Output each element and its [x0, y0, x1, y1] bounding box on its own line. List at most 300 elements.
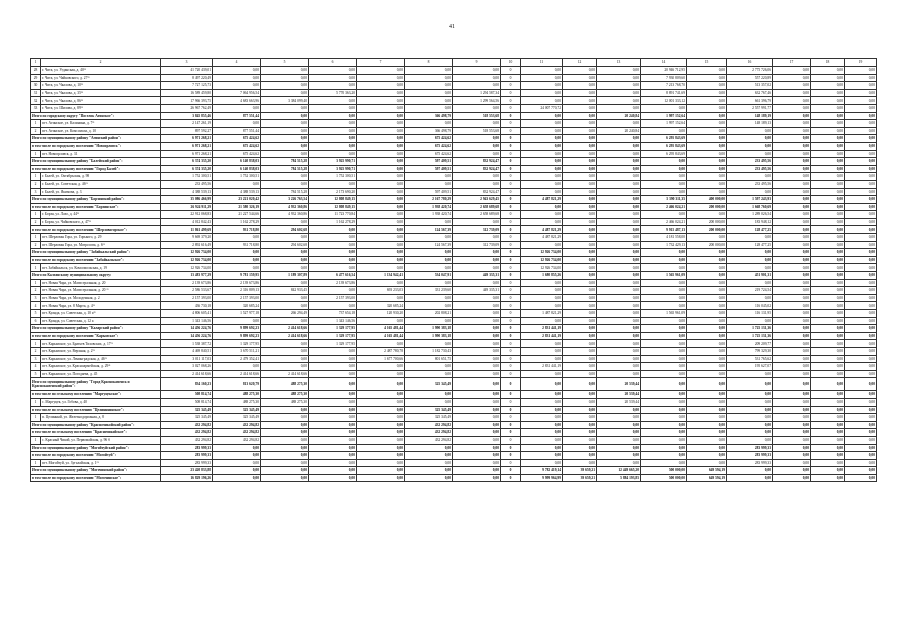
value-cell: 0,00: [641, 264, 687, 272]
value-cell: 0,00: [845, 332, 877, 340]
value-cell: 0,00: [453, 325, 501, 333]
value-cell: 0,00: [213, 467, 261, 475]
value-cell: 0,00: [521, 370, 563, 378]
value-cell: 0,00: [811, 279, 845, 287]
value-cell: 0,00: [773, 89, 811, 97]
value-cell: 0: [501, 120, 521, 128]
value-cell: 0,00: [261, 444, 309, 452]
value-cell: 4 388 539,13: [213, 188, 261, 196]
value-cell: 0,00: [811, 158, 845, 166]
value-cell: 0,00: [521, 142, 563, 150]
value-cell: 0,00: [727, 474, 773, 482]
value-cell: 0,00: [309, 256, 357, 264]
value-cell: 0,00: [845, 398, 877, 406]
value-cell: 0,00: [845, 474, 877, 482]
value-cell: 9 899 692,23: [213, 332, 261, 340]
value-cell: 0: [501, 150, 521, 158]
value-cell: 6 295 843,69: [641, 150, 687, 158]
row-number: 1: [31, 234, 41, 242]
value-cell: 0,00: [357, 452, 405, 460]
value-cell: 0,00: [597, 287, 641, 295]
value-cell: 0,00: [453, 370, 501, 378]
value-cell: 0: [501, 218, 521, 226]
value-cell: 1 527 977,18: [213, 310, 261, 318]
value-cell: 325 345,49: [161, 414, 213, 422]
value-cell: 7 064 956,54: [213, 89, 261, 97]
value-cell: 0,00: [309, 370, 357, 378]
value-cell: 0,00: [405, 452, 453, 460]
value-cell: 0,00: [597, 241, 641, 249]
value-cell: 0: [501, 302, 521, 310]
value-cell: 0,00: [727, 317, 773, 325]
value-cell: 784 515,28: [261, 158, 309, 166]
value-cell: 0,00: [521, 436, 563, 444]
value-cell: 0,00: [261, 474, 309, 482]
value-cell: 0,00: [687, 459, 727, 467]
value-cell: 0,00: [521, 97, 563, 105]
value-cell: 0: [501, 272, 521, 280]
value-cell: 283 999,33: [727, 452, 773, 460]
value-cell: 0: [501, 444, 521, 452]
value-cell: 2 157 393,00: [309, 294, 357, 302]
value-cell: 0,00: [597, 347, 641, 355]
value-cell: 0,00: [773, 325, 811, 333]
value-cell: 0,00: [521, 203, 563, 211]
row-number: 4: [31, 363, 41, 371]
value-cell: 0,00: [563, 452, 597, 460]
value-cell: 0,00: [811, 467, 845, 475]
value-cell: 0: [501, 347, 521, 355]
value-cell: 0,00: [687, 340, 727, 348]
column-header: 16: [727, 59, 773, 67]
value-cell: 0,00: [845, 218, 877, 226]
value-cell: 0,00: [213, 234, 261, 242]
value-cell: 2 831 441,19: [521, 332, 563, 340]
value-cell: 0,00: [597, 165, 641, 173]
value-cell: 432 294,82: [405, 429, 453, 437]
value-cell: 0,00: [773, 120, 811, 128]
value-cell: 0,00: [453, 355, 501, 363]
value-cell: 0,00: [405, 120, 453, 128]
value-cell: 675 424,62: [213, 135, 261, 143]
table-row: [31, 414, 877, 422]
row-number: 29: [31, 74, 41, 82]
row-number: 1: [31, 150, 41, 158]
table-row: [31, 120, 877, 128]
value-cell: 0,00: [687, 264, 727, 272]
value-cell: 0,00: [213, 474, 261, 482]
value-cell: 0,00: [845, 142, 877, 150]
column-header: 5: [261, 59, 309, 67]
value-cell: 0,00: [309, 467, 357, 475]
table-row: [31, 317, 877, 325]
value-cell: 0,00: [687, 347, 727, 355]
value-cell: 0,00: [309, 234, 357, 242]
value-cell: 0,00: [309, 347, 357, 355]
value-cell: 195 627,07: [727, 363, 773, 371]
value-cell: 0,00: [453, 332, 501, 340]
value-cell: 0,00: [563, 74, 597, 82]
value-cell: 0,00: [727, 391, 773, 399]
value-cell: 1 329 177,95: [213, 340, 261, 348]
value-cell: 0: [501, 104, 521, 112]
table-row: [31, 363, 877, 371]
value-cell: 0,00: [357, 218, 405, 226]
value-cell: 449 335,31: [453, 287, 501, 295]
value-cell: 488 275,30: [261, 378, 309, 391]
group-label-cell: Итого по городскому округу "Поселок Агинское":: [31, 112, 161, 120]
value-cell: 0,00: [773, 474, 811, 482]
value-cell: 597 409,51: [405, 158, 453, 166]
value-cell: 0: [501, 165, 521, 173]
value-cell: 0,00: [309, 459, 357, 467]
value-cell: 0: [501, 127, 521, 135]
value-cell: 0,00: [811, 363, 845, 371]
value-cell: 0,00: [727, 414, 773, 422]
value-cell: 0,00: [563, 370, 597, 378]
value-cell: 12 808 849,15: [309, 196, 357, 204]
value-cell: 124 567,39: [405, 241, 453, 249]
value-cell: 0,00: [687, 317, 727, 325]
table-row: [31, 173, 877, 181]
value-cell: 432 294,82: [405, 436, 453, 444]
value-cell: 0,00: [597, 135, 641, 143]
value-cell: 116 045,02: [727, 302, 773, 310]
value-cell: 4 487 821,29: [521, 226, 563, 234]
value-cell: 0,00: [811, 112, 845, 120]
value-cell: 0,00: [453, 104, 501, 112]
value-cell: 842 933,45: [261, 287, 309, 295]
value-cell: 0,00: [845, 120, 877, 128]
value-cell: 0,00: [453, 180, 501, 188]
value-cell: 0,00: [597, 67, 641, 75]
value-cell: 1 162 278,29: [309, 218, 357, 226]
value-cell: 0,00: [357, 378, 405, 391]
value-cell: 1 538 387,72: [161, 340, 213, 348]
value-cell: 1 329 177,95: [309, 340, 357, 348]
table-row: [31, 398, 877, 406]
value-cell: 0,00: [811, 120, 845, 128]
value-cell: 0,00: [405, 180, 453, 188]
value-cell: 0,00: [563, 180, 597, 188]
value-cell: 0,00: [811, 444, 845, 452]
value-cell: 0,00: [811, 188, 845, 196]
value-cell: 9 999 964,99: [521, 474, 563, 482]
value-cell: 4 932 360,86: [261, 211, 309, 219]
value-cell: 0,00: [811, 104, 845, 112]
value-cell: 0: [501, 406, 521, 414]
value-cell: 1 990 383,18: [405, 332, 453, 340]
group-label-cell: Итого по муниципальному району "Могочинский район":: [31, 467, 161, 475]
address-cell: г. Чита, ул. Шилова, д. 89²¹: [41, 104, 161, 112]
group-label-cell: в том числе по городскому поселению "Шерловогорское":: [31, 226, 161, 234]
value-cell: 0,00: [563, 89, 597, 97]
value-cell: 2 414 618,66: [261, 370, 309, 378]
value-cell: 0,00: [845, 355, 877, 363]
value-cell: 0,00: [811, 234, 845, 242]
value-cell: 0,00: [687, 74, 727, 82]
column-header: 14: [641, 59, 687, 67]
value-cell: 2 157 393,00: [161, 294, 213, 302]
value-cell: 0,00: [563, 241, 597, 249]
row-number: 1: [31, 459, 41, 467]
value-cell: 0,00: [357, 467, 405, 475]
value-cell: 12 449 665,20: [597, 467, 641, 475]
value-cell: 0,00: [563, 287, 597, 295]
value-cell: 0,00: [563, 226, 597, 234]
value-cell: 7 213 768,70: [641, 82, 687, 90]
value-cell: 488 275,30: [261, 391, 309, 399]
value-cell: 0,00: [405, 459, 453, 467]
value-cell: 1 990 383,18: [405, 325, 453, 333]
value-cell: 4 683 663,96: [213, 97, 261, 105]
group-label-cell: Итого по муниципальному району "Город Краснокаменск и Краснокаменский район":: [31, 378, 161, 391]
value-cell: 0,00: [261, 256, 309, 264]
value-cell: 0,00: [597, 150, 641, 158]
value-cell: 6 971 268,21: [161, 142, 213, 150]
value-cell: 0,00: [213, 444, 261, 452]
value-cell: 0,00: [563, 340, 597, 348]
value-cell: 0,00: [811, 474, 845, 482]
value-cell: 0,00: [641, 317, 687, 325]
value-cell: 5 390 311,35: [641, 196, 687, 204]
value-cell: 0,00: [453, 302, 501, 310]
value-cell: 0: [501, 67, 521, 75]
value-cell: 0,00: [453, 406, 501, 414]
value-cell: 0,00: [597, 104, 641, 112]
row-number: 1: [31, 436, 41, 444]
value-cell: 0,00: [811, 294, 845, 302]
value-cell: 0: [501, 370, 521, 378]
value-cell: 0,00: [521, 294, 563, 302]
value-cell: 0,00: [641, 355, 687, 363]
row-number: 6: [31, 317, 41, 325]
value-cell: 0,00: [845, 165, 877, 173]
column-header: 12: [563, 59, 597, 67]
value-cell: 0,00: [773, 218, 811, 226]
address-cell: пгт. Новая Чара, ул. Магистральная, д. 20 ²¹: [41, 287, 161, 295]
value-cell: 0,00: [845, 150, 877, 158]
value-cell: 0,00: [773, 294, 811, 302]
value-cell: 148 189,19: [727, 112, 773, 120]
value-cell: 0,00: [309, 398, 357, 406]
address-cell: пгт. Шерловая Гора, ул. Горького, д. 29: [41, 234, 161, 242]
table-row: [31, 104, 877, 112]
value-cell: 0,00: [687, 414, 727, 422]
value-cell: 11 723 770,84: [309, 211, 357, 219]
value-cell: 0,00: [687, 256, 727, 264]
group-label-cell: в том числе по городскому поселению "Карымское":: [31, 332, 161, 340]
value-cell: 320 685,24: [357, 302, 405, 310]
value-cell: 557 220,89: [727, 74, 773, 82]
value-cell: 432 294,82: [213, 429, 261, 437]
value-cell: 0,00: [521, 452, 563, 460]
value-cell: 0,00: [597, 89, 641, 97]
value-cell: 0,00: [405, 173, 453, 181]
value-cell: 0,00: [597, 414, 641, 422]
value-cell: 0,00: [811, 218, 845, 226]
value-cell: 0,00: [357, 112, 405, 120]
value-cell: 219 724,54: [727, 287, 773, 295]
table-total-row: [31, 165, 877, 173]
value-cell: 233 495,56: [727, 158, 773, 166]
value-cell: 0,00: [563, 294, 597, 302]
address-cell: пгт. Агинское, ул. Комсомола, д. 10: [41, 127, 161, 135]
address-cell: г. Борзя, ул. Чайковского, д. 47²¹: [41, 218, 161, 226]
value-cell: 0,00: [563, 310, 597, 318]
value-cell: 0,00: [845, 256, 877, 264]
value-cell: 209 209,77: [727, 340, 773, 348]
column-header: 15: [687, 59, 727, 67]
value-cell: 0,00: [687, 150, 727, 158]
value-cell: 0,00: [687, 391, 727, 399]
value-cell: 0,00: [261, 120, 309, 128]
value-cell: 0,00: [357, 211, 405, 219]
value-cell: 0,00: [597, 97, 641, 105]
table-row: [31, 436, 877, 444]
value-cell: 0,00: [597, 294, 641, 302]
value-cell: 0,00: [563, 150, 597, 158]
value-cell: 0,00: [845, 444, 877, 452]
value-cell: 0,00: [845, 317, 877, 325]
value-cell: 0,00: [773, 414, 811, 422]
row-number: 32: [31, 97, 41, 105]
value-cell: 534 047,91: [405, 272, 453, 280]
value-cell: 0,00: [597, 421, 641, 429]
value-cell: 0,00: [727, 173, 773, 181]
row-number: 2: [31, 180, 41, 188]
value-cell: 24 007 770,72: [521, 104, 563, 112]
address-cell: пгт. Агинское, ул. Калинина, д. 7²¹: [41, 120, 161, 128]
value-cell: 200 000,00: [687, 218, 727, 226]
value-cell: 675 424,62: [405, 135, 453, 143]
value-cell: 0,00: [453, 467, 501, 475]
value-cell: 0,00: [563, 218, 597, 226]
value-cell: 0,00: [563, 414, 597, 422]
table-row: [31, 234, 877, 242]
value-cell: 6 971 268,21: [161, 150, 213, 158]
value-cell: 0,00: [773, 158, 811, 166]
value-cell: 120 930,20: [357, 310, 405, 318]
value-cell: 1 997 152,64: [641, 120, 687, 128]
value-cell: 0,00: [453, 347, 501, 355]
table-total-row: [31, 467, 877, 475]
value-cell: 21 227 544,66: [213, 211, 261, 219]
value-cell: 0,00: [563, 317, 597, 325]
table-total-row: [31, 158, 877, 166]
value-cell: 0,00: [773, 332, 811, 340]
value-cell: 4 487 821,29: [521, 196, 563, 204]
value-cell: 0,00: [597, 173, 641, 181]
value-cell: 0: [501, 173, 521, 181]
value-cell: 0,00: [773, 211, 811, 219]
value-cell: 0,00: [521, 355, 563, 363]
value-cell: 0,00: [261, 459, 309, 467]
value-cell: 0,00: [357, 142, 405, 150]
value-cell: 0,00: [563, 249, 597, 257]
value-cell: 0,00: [521, 444, 563, 452]
group-label-cell: в том числе по городскому поселению "Город Балей":: [31, 165, 161, 173]
row-number: 33: [31, 104, 41, 112]
value-cell: 283 999,33: [161, 452, 213, 460]
value-cell: 0,00: [405, 294, 453, 302]
value-cell: 0: [501, 317, 521, 325]
value-cell: 0: [501, 234, 521, 242]
value-cell: 0,00: [773, 241, 811, 249]
value-cell: 1 162 278,29: [213, 218, 261, 226]
value-cell: 26 967 762,49: [161, 104, 213, 112]
address-cell: пгт. Могойтуй, ул. Зугалайская, д. 1²¹: [41, 459, 161, 467]
value-cell: 1 725 131,36: [727, 332, 773, 340]
value-cell: 2 466 024,21: [641, 218, 687, 226]
value-cell: 0,00: [773, 150, 811, 158]
value-cell: 0,00: [309, 249, 357, 257]
value-cell: 0: [501, 398, 521, 406]
value-cell: 931 718,80: [213, 226, 261, 234]
value-cell: 0,00: [261, 150, 309, 158]
value-cell: 39 659,21: [563, 474, 597, 482]
value-cell: 500 000,00: [641, 474, 687, 482]
group-label-cell: в том числе по городскому поселению "Забайкальское":: [31, 256, 161, 264]
value-cell: 0,00: [641, 398, 687, 406]
value-cell: 0,00: [641, 302, 687, 310]
value-cell: 0,00: [687, 332, 727, 340]
value-cell: 0,00: [563, 325, 597, 333]
value-cell: 0: [501, 310, 521, 318]
value-cell: 0,00: [357, 398, 405, 406]
address-cell: п. Целинный, ул. Железнодорожная, д. 8: [41, 414, 161, 422]
value-cell: 0,00: [405, 317, 453, 325]
table-total-row: [31, 429, 877, 437]
row-number: 1: [31, 398, 41, 406]
value-cell: 0,00: [213, 74, 261, 82]
value-cell: 0,00: [641, 391, 687, 399]
value-cell: 0,00: [773, 355, 811, 363]
value-cell: 0,00: [357, 89, 405, 97]
value-cell: 2 466 024,21: [641, 203, 687, 211]
value-cell: 0,00: [773, 398, 811, 406]
value-cell: 500 000,00: [641, 467, 687, 475]
value-cell: 6 295 843,69: [641, 142, 687, 150]
value-cell: 0,00: [357, 188, 405, 196]
value-cell: 0,00: [309, 302, 357, 310]
value-cell: 661 396,79: [727, 97, 773, 105]
value-cell: 0,00: [357, 279, 405, 287]
value-cell: 5 884 193,85: [597, 474, 641, 482]
row-number: 1: [31, 264, 41, 272]
value-cell: 0,00: [453, 256, 501, 264]
value-cell: 832 924,47: [453, 165, 501, 173]
value-cell: 0,00: [641, 165, 687, 173]
value-cell: 0: [501, 340, 521, 348]
value-cell: 0,00: [357, 67, 405, 75]
value-cell: 128 477,25: [727, 241, 773, 249]
value-cell: 0,00: [213, 104, 261, 112]
value-cell: 0,00: [563, 429, 597, 437]
value-cell: 0,00: [845, 363, 877, 371]
value-cell: 0,00: [597, 203, 641, 211]
value-cell: 0,00: [563, 203, 597, 211]
value-cell: 0,00: [453, 444, 501, 452]
value-cell: 693 233,03: [357, 287, 405, 295]
value-cell: 0,00: [261, 436, 309, 444]
value-cell: 2 479 352,41: [213, 355, 261, 363]
value-cell: 801 651,75: [405, 355, 453, 363]
address-cell: пгт. Карымское, ул. Братьев Тиховских, д. 17²¹: [41, 340, 161, 348]
value-cell: 200 000,00: [687, 241, 727, 249]
value-cell: 675 424,62: [213, 150, 261, 158]
value-cell: 0: [501, 196, 521, 204]
